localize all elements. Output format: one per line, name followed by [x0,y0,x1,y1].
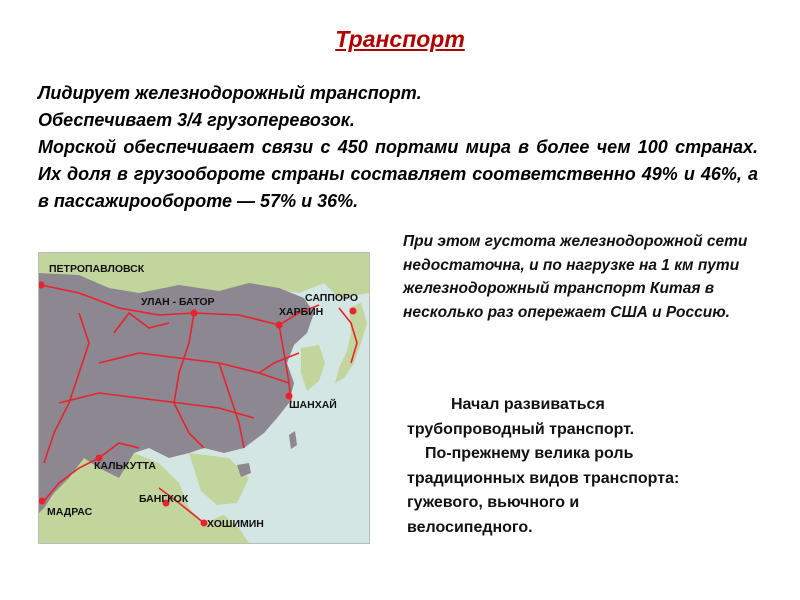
railway-density-note: При этом густота железнодорожной сети недостаточна, и по нагрузке на 1 км пути железнодорожный транспорт Китая в несколько раз опережает США и Россию. [403,233,748,321]
city-label-ho-chi-minh: ХОШИМИН [207,518,264,530]
city-label-petropavlovsk: ПЕТРОПАВЛОВСК [49,263,145,275]
city-label-bangkok: БАНГКОК [139,493,189,505]
pipeline-line-3: По-прежнему велика роль [425,445,634,462]
intro-line-rail: Лидирует железнодорожный транспорт. [38,83,422,103]
pipeline-line-1: Начал развиваться [451,396,605,413]
city-label-ulan-bator: УЛАН - БАТОР [141,296,215,308]
city-label-sapporo: САППОРО [305,292,359,304]
pipeline-line-5: гужевого, вьючного и [407,494,580,511]
city-label-calcutta: КАЛЬКУТТА [94,460,156,472]
intro-text [38,80,758,215]
city-label-harbin: ХАРБИН [279,306,324,318]
city-dot-harbin [276,322,283,329]
pipeline-line-4: традиционных видов транспорта: [407,469,680,487]
city-label-madras: МАДРАС [47,506,93,518]
city-label-shanghai: ШАНХАЙ [289,399,337,411]
intro-line-freight: Обеспечивает 3/4 грузоперевозок. [38,110,355,130]
page-title: Транспорт [335,26,465,52]
city-dot-sapporo [350,308,357,315]
pipeline-line-2: трубопроводный транспорт. [407,420,635,438]
pipeline-note [407,393,767,540]
pipeline-line-6: велосипедного. [407,518,533,536]
city-dot-ulan-bator [191,310,198,317]
intro-paragraph-sea: Морской обеспечивает связи с 450 портами мира в более чем 100 странах. Их доля в грузообороте страны составляет соответственно 49% и 46%, а в пассажирообороте — 57% и 36%. [38,137,758,211]
railway-map [38,252,370,544]
